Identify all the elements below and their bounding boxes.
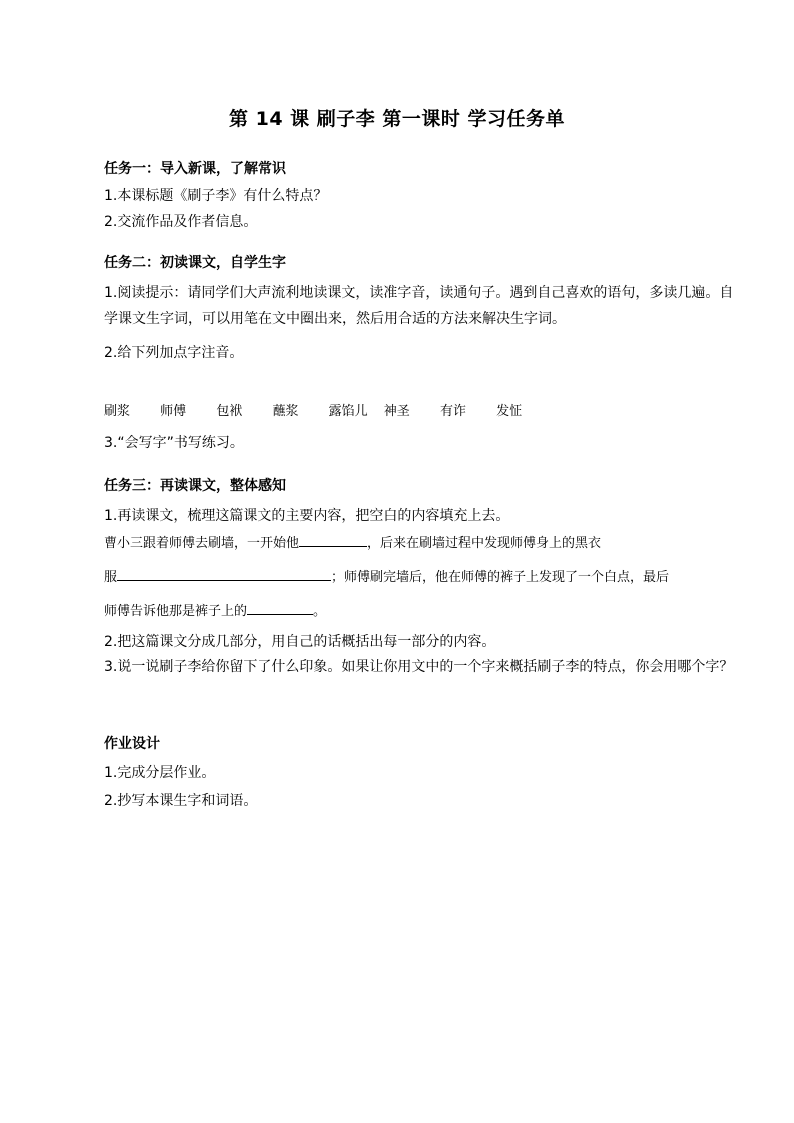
character-word: 蘸浆 bbox=[272, 404, 299, 419]
homework-item-1: 1.完成分层作业。 bbox=[104, 765, 216, 781]
fill-text: 服 bbox=[104, 570, 118, 585]
character-word: 露馅儿 bbox=[328, 404, 368, 419]
fill-text: 师傅告诉他那是裤子上的 bbox=[104, 604, 248, 619]
task1-item-1: 1.本课标题《刷子李》有什么特点？ bbox=[104, 188, 328, 204]
homework-heading: 作业设计 bbox=[104, 736, 160, 752]
task2-reading-tip: 1.阅读提示：请同学们大声流利地读课文，读准字音，读通句子。遇到自己喜欢的语句，多读几遍。自学课文生字词，可以用笔在文中圈出来，然后用合适的方法来解决生字词。 bbox=[104, 285, 734, 327]
fill-text: ；师傅刷完墙后，他在师傅的裤子上发现了一个白点，最后 bbox=[331, 570, 670, 585]
blank-1[interactable] bbox=[299, 532, 367, 547]
page-title: 第 14 课 刷子李 第一课时 学习任务单 bbox=[228, 108, 565, 130]
character-word: 师傅 bbox=[160, 404, 187, 419]
task3-item-1: 1.再读课文，梳理这篇课文的主要内容，把空白的内容填充上去。 bbox=[104, 508, 510, 524]
fill-text: ，后来在刷墙过程中发现师傅身上的黑衣 bbox=[367, 536, 602, 551]
character-word: 刷浆 bbox=[104, 404, 131, 419]
task3-heading: 任务三：再读课文，整体感知 bbox=[104, 478, 286, 494]
homework-item-2: 2.抄写本课生字和词语。 bbox=[104, 793, 258, 809]
fill-in-passage bbox=[104, 527, 724, 629]
fill-text: 。 bbox=[313, 604, 327, 619]
task3-item-3: 3.说一说刷子李给你留下了什么印象。如果让你用文中的一个字来概括刷子李的特点，你会用哪个字？ bbox=[104, 659, 734, 675]
blank-3[interactable] bbox=[247, 600, 313, 615]
task2-heading: 任务二：初读课文，自学生字 bbox=[104, 255, 286, 271]
blank-2[interactable] bbox=[117, 566, 331, 581]
task1-heading: 任务一：导入新课，了解常识 bbox=[104, 161, 286, 177]
task1-item-2: 2.交流作品及作者信息。 bbox=[104, 214, 258, 230]
task2-item-2: 2.给下列加点字注音。 bbox=[104, 345, 244, 361]
character-word: 发怔 bbox=[496, 404, 523, 419]
fill-text: 曹小三跟着师傅去刷墙，一开始他 bbox=[104, 536, 300, 551]
character-word: 有诈 bbox=[439, 404, 466, 419]
character-list bbox=[104, 400, 548, 419]
character-word: 神圣 bbox=[383, 404, 410, 419]
task3-item-2: 2.把这篇课文分成几部分，用自己的话概括出每一部分的内容。 bbox=[104, 634, 496, 650]
character-word: 包袱 bbox=[216, 404, 243, 419]
task2-item-3: 3.“会写字”书写练习。 bbox=[104, 435, 244, 451]
